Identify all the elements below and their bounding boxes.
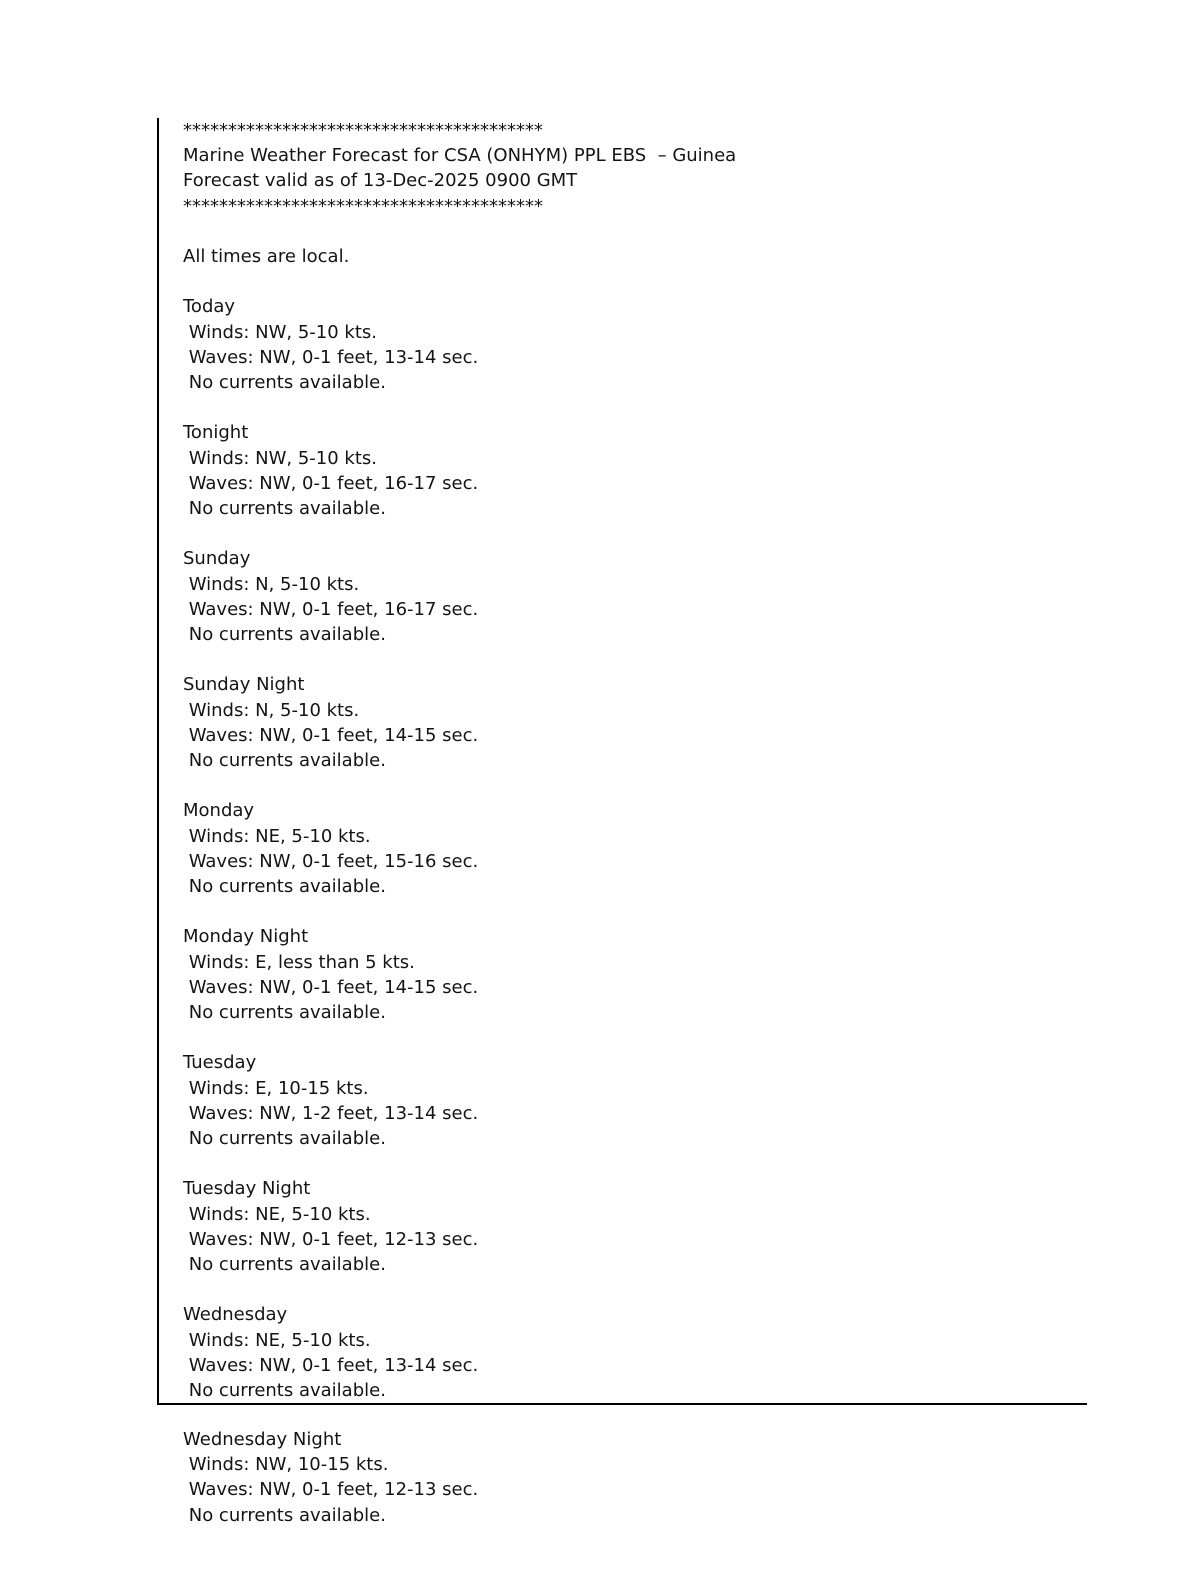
- winds-line: Winds: E, 10-15 kts.: [183, 1077, 369, 1099]
- winds-line: Winds: NE, 5-10 kts.: [183, 1203, 371, 1225]
- forecast-title: Marine Weather Forecast for CSA (ONHYM) PPL EBS – Guinea: [183, 145, 737, 167]
- winds-line: Winds: NE, 5-10 kts.: [183, 825, 371, 847]
- winds-line: Winds: NW, 5-10 kts.: [183, 321, 377, 343]
- waves-line: Waves: NW, 0-1 feet, 15-16 sec.: [183, 850, 479, 872]
- separator-line-top: ****************************************: [183, 120, 543, 141]
- winds-line: Winds: N, 5-10 kts.: [183, 573, 360, 595]
- forecast-section: [183, 1427, 478, 1528]
- winds-line: Winds: NW, 5-10 kts.: [183, 447, 377, 469]
- forecast-section: [183, 1176, 1087, 1277]
- currents-line: No currents available.: [183, 1128, 386, 1149]
- winds-line: Winds: E, less than 5 kts.: [183, 951, 415, 973]
- winds-line: Winds: NE, 5-10 kts.: [183, 1329, 371, 1351]
- currents-line: No currents available.: [183, 372, 386, 393]
- forecast-section: [183, 924, 1087, 1025]
- winds-line: Winds: N, 5-10 kts.: [183, 699, 360, 721]
- forecast-period-heading: Sunday: [183, 548, 251, 570]
- waves-line: Waves: NW, 1-2 feet, 13-14 sec.: [183, 1102, 479, 1124]
- waves-line: Waves: NW, 0-1 feet, 13-14 sec.: [183, 346, 479, 368]
- forecast-bordered-box: [157, 118, 1087, 1405]
- forecast-section: [183, 798, 1087, 899]
- waves-line: Waves: NW, 0-1 feet, 12-13 sec.: [183, 1228, 479, 1250]
- waves-line: Waves: NW, 0-1 feet, 14-15 sec.: [183, 976, 479, 998]
- forecast-section: [183, 672, 1087, 773]
- forecast-sections: [183, 294, 1087, 1403]
- forecast-period-heading: Tonight: [183, 422, 249, 444]
- times-note: All times are local.: [183, 246, 350, 267]
- waves-line: Waves: NW, 0-1 feet, 16-17 sec.: [183, 598, 479, 620]
- waves-line: Waves: NW, 0-1 feet, 16-17 sec.: [183, 472, 479, 494]
- forecast-period-heading: Wednesday: [183, 1304, 288, 1326]
- forecast-section: [183, 546, 1087, 647]
- currents-line: No currents available.: [183, 750, 386, 771]
- waves-line: Waves: NW, 0-1 feet, 14-15 sec.: [183, 724, 479, 746]
- forecast-period-heading: Tuesday Night: [183, 1178, 311, 1200]
- forecast-section: [183, 420, 1087, 521]
- forecast-section: [183, 1050, 1087, 1151]
- waves-line: Waves: NW, 0-1 feet, 13-14 sec.: [183, 1354, 479, 1376]
- forecast-period-heading: Tuesday: [183, 1052, 257, 1074]
- forecast-period-heading: Wednesday Night: [183, 1429, 342, 1450]
- currents-line: No currents available.: [183, 1002, 386, 1023]
- currents-line: No currents available.: [183, 1254, 386, 1275]
- forecast-sections-continued: [183, 1427, 478, 1528]
- forecast-section: [183, 1302, 1087, 1403]
- currents-line: No currents available.: [183, 1504, 386, 1526]
- currents-line: No currents available.: [183, 624, 386, 645]
- currents-line: No currents available.: [183, 1380, 386, 1401]
- separator-line-bottom: ****************************************: [183, 195, 543, 217]
- winds-line: Winds: NW, 10-15 kts.: [183, 1454, 389, 1476]
- forecast-period-heading: Monday Night: [183, 926, 309, 948]
- currents-line: No currents available.: [183, 498, 386, 519]
- forecast-period-heading: Sunday Night: [183, 674, 305, 696]
- waves-line: Waves: NW, 0-1 feet, 12-13 sec.: [183, 1479, 479, 1501]
- forecast-section: [183, 294, 1087, 395]
- currents-line: No currents available.: [183, 876, 386, 897]
- forecast-period-heading: Monday: [183, 800, 255, 822]
- forecast-valid-line: Forecast valid as of 13-Dec-2025 0900 GMT: [183, 170, 578, 192]
- forecast-period-heading: Today: [183, 296, 236, 318]
